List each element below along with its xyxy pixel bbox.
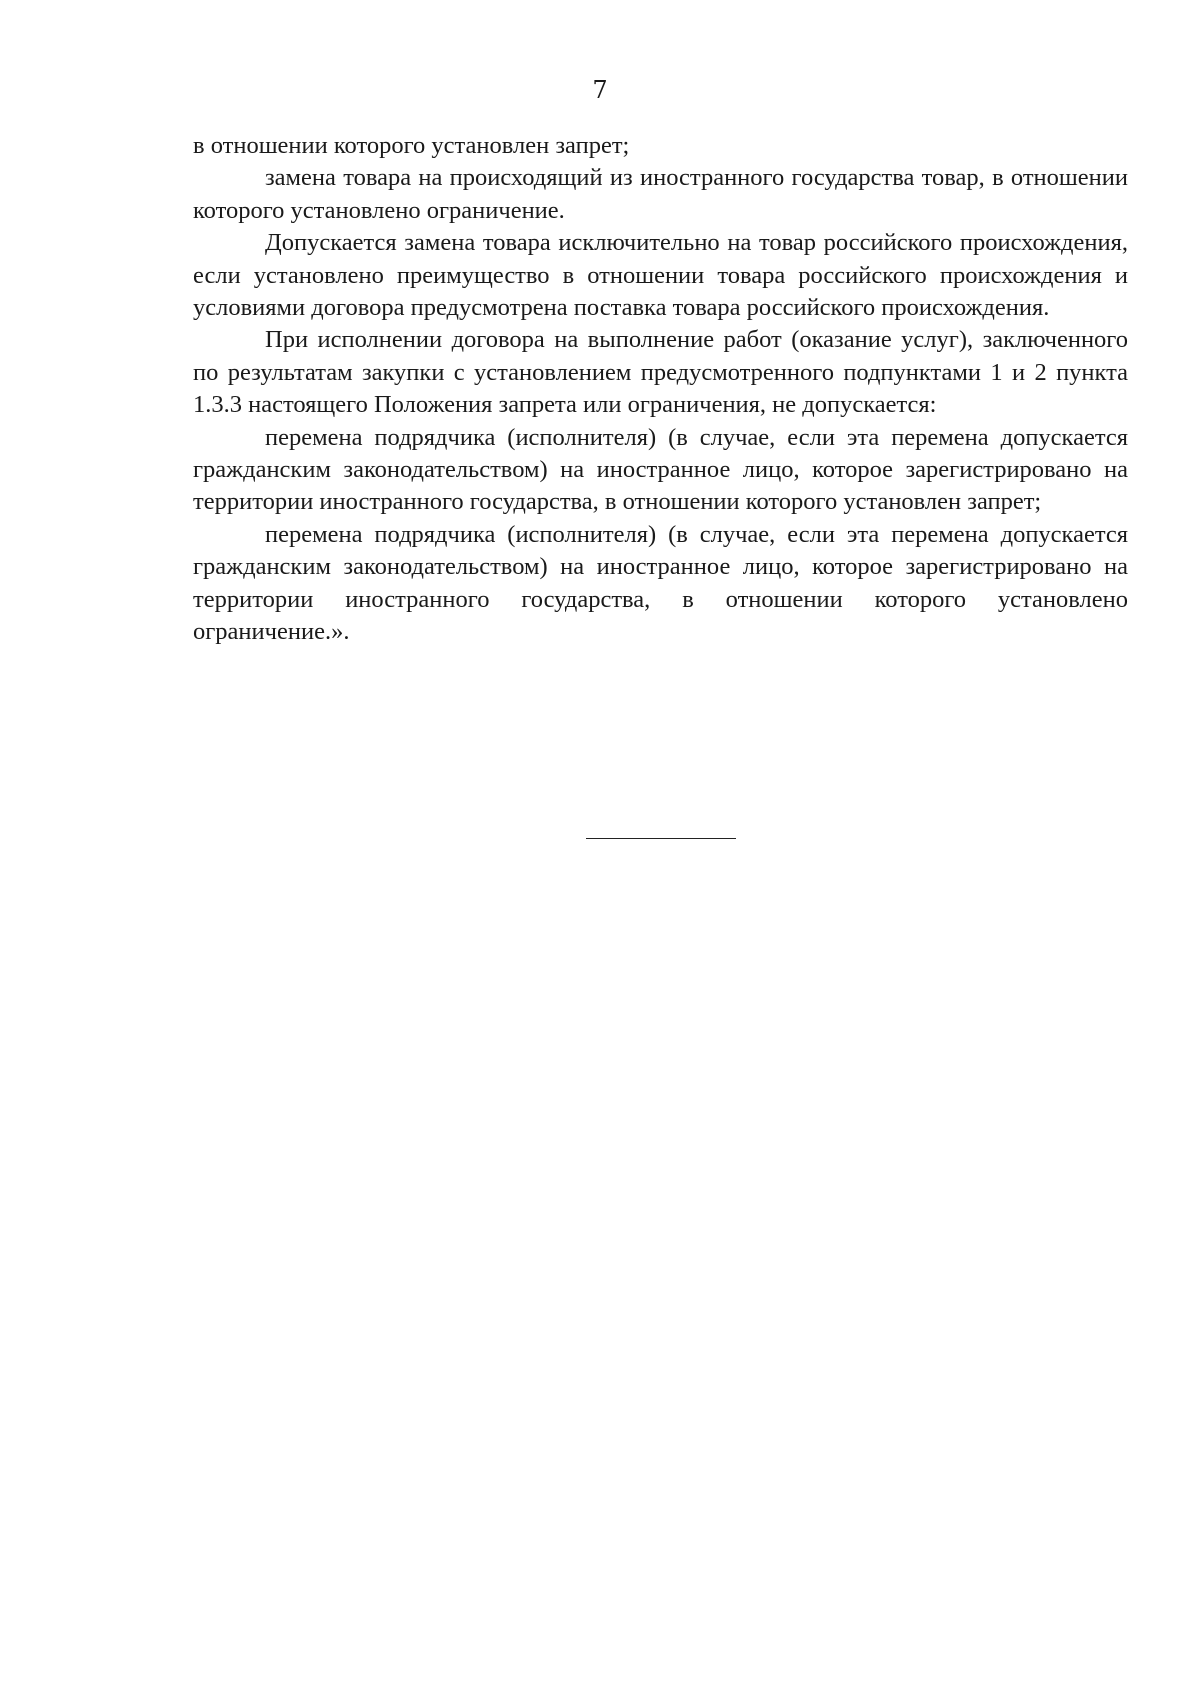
paragraph-works-services: При исполнении договора на выполнение работ (оказание услуг), заключенного по результатам закупки с установлением предусмотренного подпунктами 1 и 2 пункта 1.3.3 настоящего Положения запрета или ограничения, не допускается: [193,326,1128,419]
paragraph-contractor-ban: перемена подрядчика (исполнителя) (в случае, если эта перемена допускается гражданским законодательством) на иностранное лицо, которое зарегистрировано на территории иностранного государства, в отношении которого установлен запрет; [193,423,1128,516]
paragraph-continuation: в отношении которого установлен запрет; [193,132,630,159]
paragraph-replacement-restriction: замена товара на происходящий из иностранного государства товар, в отношении которого установлено ограничение. [193,164,1128,224]
paragraph-russian-origin: Допускается замена товара исключительно на товар российского происхождения, если установлено преимущество в отношении товара российского происхождения и условиями договора предусмотрена поставка товара российского происхождения. [193,229,1128,322]
end-separator-line [586,838,736,839]
page-number: 7 [592,76,608,104]
document-body [193,130,1128,649]
paragraph-contractor-restriction: перемена подрядчика (исполнителя) (в случае, если эта перемена допускается гражданским законодательством) на иностранное лицо, которое зарегистрировано на территории иностранного государства, в отношении которого установлено ограничение.». [193,520,1128,646]
